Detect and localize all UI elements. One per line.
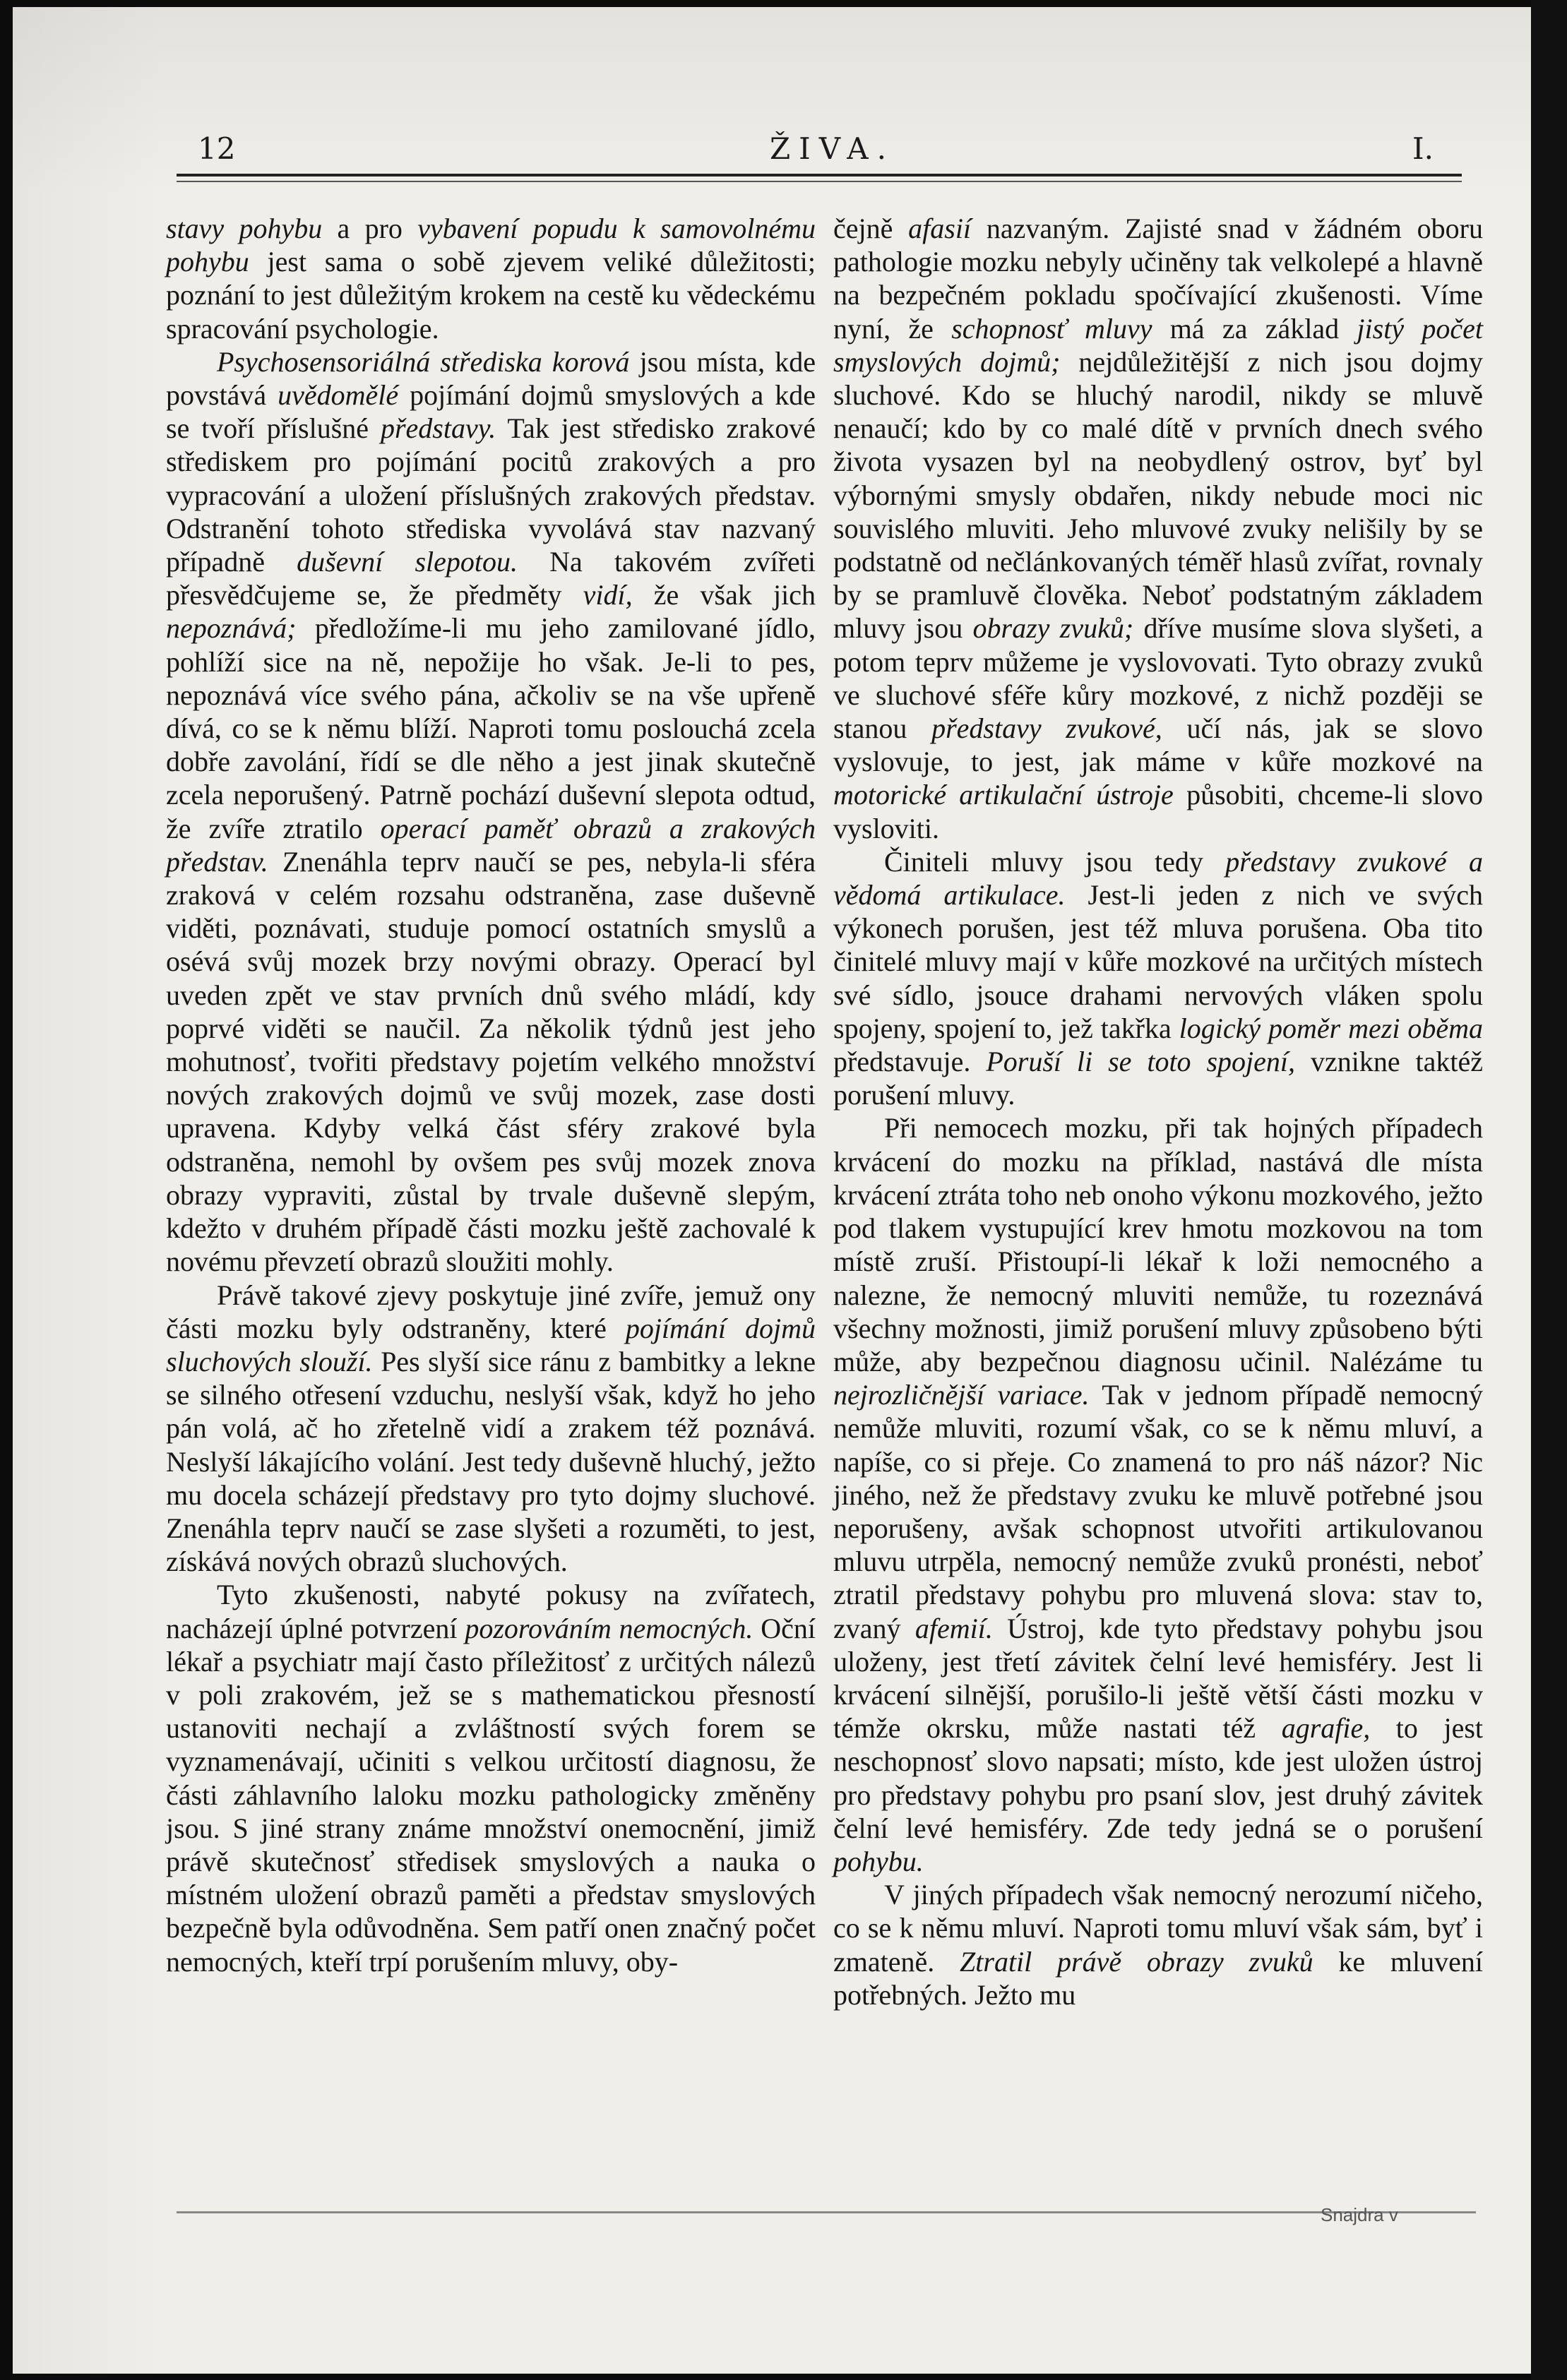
emphasis-text: pozorováním nemocných. bbox=[465, 1612, 753, 1644]
emphasis-text: duševní slepotou. bbox=[297, 546, 518, 578]
body-text: ke mluvení potřebných. Ježto mu bbox=[833, 1945, 1483, 2011]
body-text: to jest neschopnosť slovo napsati; místo, kde jest uložen ústroj pro představy pohybu pro psaní slov, jest druhý závitek čelní levé hemisféry. Zde tedy jedná se o porušení bbox=[833, 1712, 1483, 1844]
paragraph bbox=[166, 1279, 816, 1579]
body-text: Tyto zkušenosti, nabyté pokusy na zvířatech, nacházejí úplné potvrzení bbox=[166, 1579, 816, 1644]
emphasis-text: jistý počet smyslových dojmů; bbox=[833, 312, 1484, 378]
paragraph bbox=[833, 845, 1483, 1112]
emphasis-text: představy zvukové, bbox=[931, 712, 1162, 745]
body-text: má za základ bbox=[1152, 312, 1357, 345]
emphasis-text: Psychosensoriálná střediska korová bbox=[217, 345, 630, 378]
journal-title: ŽIVA. bbox=[770, 131, 895, 166]
body-text: působiti, chceme-li slovo vysloviti. bbox=[833, 779, 1483, 844]
emphasis-text: představy zvukové a vědomá artikulace. bbox=[833, 845, 1484, 911]
emphasis-text: vidí, bbox=[583, 579, 633, 611]
emphasis-text: pojímání dojmů sluchových slouží. bbox=[166, 1312, 816, 1377]
page-number: 12 bbox=[198, 131, 236, 166]
emphasis-text: afemií. bbox=[914, 1612, 993, 1644]
emphasis-text: motorické artikulační ústroje bbox=[833, 779, 1174, 811]
body-text: Pes slyší sice ránu z bambitky a lekne se silného otřesení vzduchu, neslyší však, když ho jeho pán volá, ač ho zřetelně vidí a zrakem též poznává. Neslyší lákajícího volání. Jest tedy duševně hluchý, ježto mu docela scházejí představy pro tyto dojmy sluchové. Znenáhla teprv naučí se zase slyšeti a rozuměti, to jest, získává nových obrazů sluchových. bbox=[166, 1345, 816, 1578]
emphasis-text: schopnosť mluvy bbox=[951, 312, 1152, 345]
body-text: představuje. bbox=[833, 1046, 987, 1078]
body-text: dříve musíme slova slyšeti, a potom teprv můžeme je vyslovovati. Tyto obrazy zvuků ve sluchové sféře kůry mozkové, z nichž později se stanou bbox=[833, 612, 1484, 745]
footer-partial-text: Snajdra v bbox=[1321, 2204, 1398, 2225]
body-text: že však jich bbox=[632, 579, 816, 611]
emphasis-text: představy. bbox=[380, 412, 496, 445]
body-text: Znenáhla teprv naučí se pes, nebyla-li sféra zraková v celém rozsahu odstraněna, zase duševně viděti, poznávati, studuje pomocí ostatních smyslů a osévá svůj mozek brzy novými obrazy. Operací byl uveden zpět ve stav prvních dnů svého mládí, kdy poprvé viděti se naučil. Za několik týdnů jest jeho mohutnosť, tvořiti představy pojetím velkého množství nových zrakových dojmů ve svůj mozek, zase dosti upravena. Kdyby velká část sféry zrakové byla odstraněna, nemohl by ovšem pes svůj mozek znova obrazy vypraviti, zůstal by trvale duševně slepým, kdežto v druhém případě části mozku ještě zachovalé k novému převzetí obrazů sloužiti mohly. bbox=[166, 845, 816, 1278]
emphasis-text: obrazy zvuků; bbox=[972, 612, 1134, 645]
emphasis-text: afasií bbox=[908, 213, 972, 244]
emphasis-text: stavy pohybu bbox=[166, 213, 323, 244]
emphasis-text: pohybu. bbox=[833, 1845, 924, 1877]
paragraph bbox=[833, 1878, 1483, 2011]
body-text: Ústroj, kde tyto představy pohybu jsou uloženy, jest třetí závitek čelní levé hemisféry. Jest li krvácení silnější, porušilo-li ještě větší části mozku v témže okrsku, může nastati též bbox=[833, 1612, 1483, 1745]
body-text: Právě takové zjevy poskytuje jiné zvíře, jemuž ony části mozku byly odstraněny, které bbox=[166, 1279, 816, 1344]
emphasis-text: operací paměť obrazů a zrakových představ. bbox=[166, 812, 816, 878]
paragraph bbox=[166, 345, 816, 1279]
emphasis-text: nejrozličnější variace. bbox=[833, 1379, 1090, 1411]
body-text: nejdůležitější z nich jsou dojmy sluchové. Kdo se hluchý narodil, nikdy se mluvě nenaučí; kdo by co malé dítě v prvních dnech svého života vysazen byl na neobydlený ostrov, byť byl výbornými smysly obdařen, nikdy nebude moci nic souvislého mluviti. Jeho mluvové zvuky nelišily by se podstatně od nečlánkovaných téměř hlasů zvířat, rovnaly by se pramluvě člověka. Neboť podstatným základem mluvy jsou bbox=[833, 345, 1484, 645]
body-text: učí nás, jak se slovo vyslovuje, to jest, jak máme v kůře mozkové na bbox=[833, 712, 1484, 778]
emphasis-text: Ztratil právě obrazy zvuků bbox=[960, 1945, 1313, 1978]
body-text: nazvaným. Zajisté snad v žádném oboru pathologie mozku nebyly učiněny tak velkolepé a hlavně na bezpečném pokladu spočívající zkušenosti. Víme nyní, že bbox=[833, 213, 1483, 345]
body-text: Činiteli mluvy jsou tedy bbox=[884, 845, 1226, 878]
emphasis-text: uvědomělé bbox=[278, 379, 399, 412]
paragraph bbox=[833, 212, 1483, 845]
emphasis-text: logický poměr mezi oběma bbox=[1179, 1012, 1483, 1044]
header-rule-thin bbox=[177, 181, 1462, 182]
page-header bbox=[177, 126, 1462, 168]
body-text: Při nemocech mozku, při tak hojných případech krvácení do mozku na příklad, nastává dle místa krvácení ztráta toho neb onoho výkonu mozkového, ježto pod tlakem vystupující krev hmotu mozkovou na tom místě zruší. Přistoupí-li lékař k loži nemocného a nalezne, že nemocný mluviti nemůže, tu rozeznává všechny možnosti, jimiž porušení mluvy způsobeno býti může, aby bezpečnou diagnosu učinil. Nalézáme tu bbox=[833, 1112, 1483, 1377]
body-text: Jest-li jeden z nich ve svých výkonech porušen, jest též mluva porušena. Oba tito činitelé mluvy mají v kůře mozkové na určitých místech své sídlo, jsouce drahami nervových vláken spolu spojeny, spojení to, jež takřka bbox=[833, 879, 1483, 1044]
body-text: čejně bbox=[833, 213, 909, 244]
body-text: a pro bbox=[322, 213, 418, 244]
header-rule bbox=[177, 174, 1462, 177]
emphasis-text: agrafie, bbox=[1281, 1712, 1371, 1745]
body-text: Tak jest středisko zrakové střediskem pro pojímání pocitů zrakových a pro vypracování a uložení příslušných zrakových představ. Odstranění tohoto střediska vyvolává stav nazvaný případně bbox=[166, 412, 816, 578]
footer-rule bbox=[177, 2211, 1476, 2213]
body-text: pojímání dojmů smyslových a kde se tvoří příslušné bbox=[166, 379, 816, 445]
paragraph bbox=[166, 1578, 816, 1978]
body-text: předložíme-li mu jeho zamilované jídlo, pohlíží sice na ně, nepožije ho však. Je-li to pes, nepoznává více svého pána, ačkoliv se na vše upřeně dívá, co se k němu blíží. Naproti tomu poslouchá zcela dobře zavolání, řídí se dle něho a jest jinak skutečně zcela neporušený. Patrně pochází duševní slepota odtud, že zvíře ztratilo bbox=[166, 612, 816, 844]
emphasis-text: Poruší li se toto spojení, bbox=[986, 1046, 1296, 1078]
body-text: jest sama o sobě zjevem veliké důležitosti; poznání to jest důležitým krokem na cestě ku vědeckému spracování psychologie. bbox=[166, 246, 816, 345]
emphasis-text: nepoznává; bbox=[166, 612, 297, 645]
right-column bbox=[833, 212, 1483, 2011]
scan-border bbox=[1531, 0, 1567, 2380]
emphasis-text: vybavení popudu k samovolnému pohybu bbox=[166, 213, 816, 278]
body-text: V jiných případech však nemocný nerozumí ničeho, co se k němu mluví. Naproti tomu mluví však sám, byť i zmateně. bbox=[833, 1879, 1483, 1978]
body-text: Na takovém zvířeti přesvědčujeme se, že předměty bbox=[166, 546, 816, 611]
body-text: vznikne taktéž porušení mluvy. bbox=[833, 1046, 1484, 1111]
paragraph bbox=[833, 1111, 1483, 1878]
volume-number: I. bbox=[1412, 131, 1434, 166]
paragraph bbox=[166, 212, 816, 345]
body-text: Oční lékař a psychiatr mají často příležitosť z určitých nálezů v poli zrakovém, jež se s mathematickou přesností ustanoviti nechají a zvláštností svých forem se vyznamenávají, učiniti s velkou určitostí diagnosu, že části záhlavního laloku mozku pathologicky změněny jsou. S jiné strany známe množství onemocnění, jimiž právě skutečnosť středisek smyslových a nauka o místném uložení obrazů paměti a představ smyslových bezpečně byla odůvodněna. Sem patří onen značný počet nemocných, kteří trpí porušením mluvy, oby- bbox=[166, 1612, 816, 1978]
body-text: Tak v jednom případě nemocný nemůže mluviti, rozumí však, co se k němu mluví, a napíše, co si přeje. Co znamená to pro náš názor? Nic jiného, než že představy zvuku ke mluvě potřebné jsou neporušeny, avšak schopnost utvořiti artikulovanou mluvu utrpěla, nemocný nemůže zvuků pronésti, neboť ztratil představy pohybu pro mluvená slova: stav to, zvaný bbox=[833, 1379, 1483, 1644]
body-text: jsou místa, kde povstává bbox=[166, 345, 816, 412]
left-column bbox=[166, 212, 816, 1978]
